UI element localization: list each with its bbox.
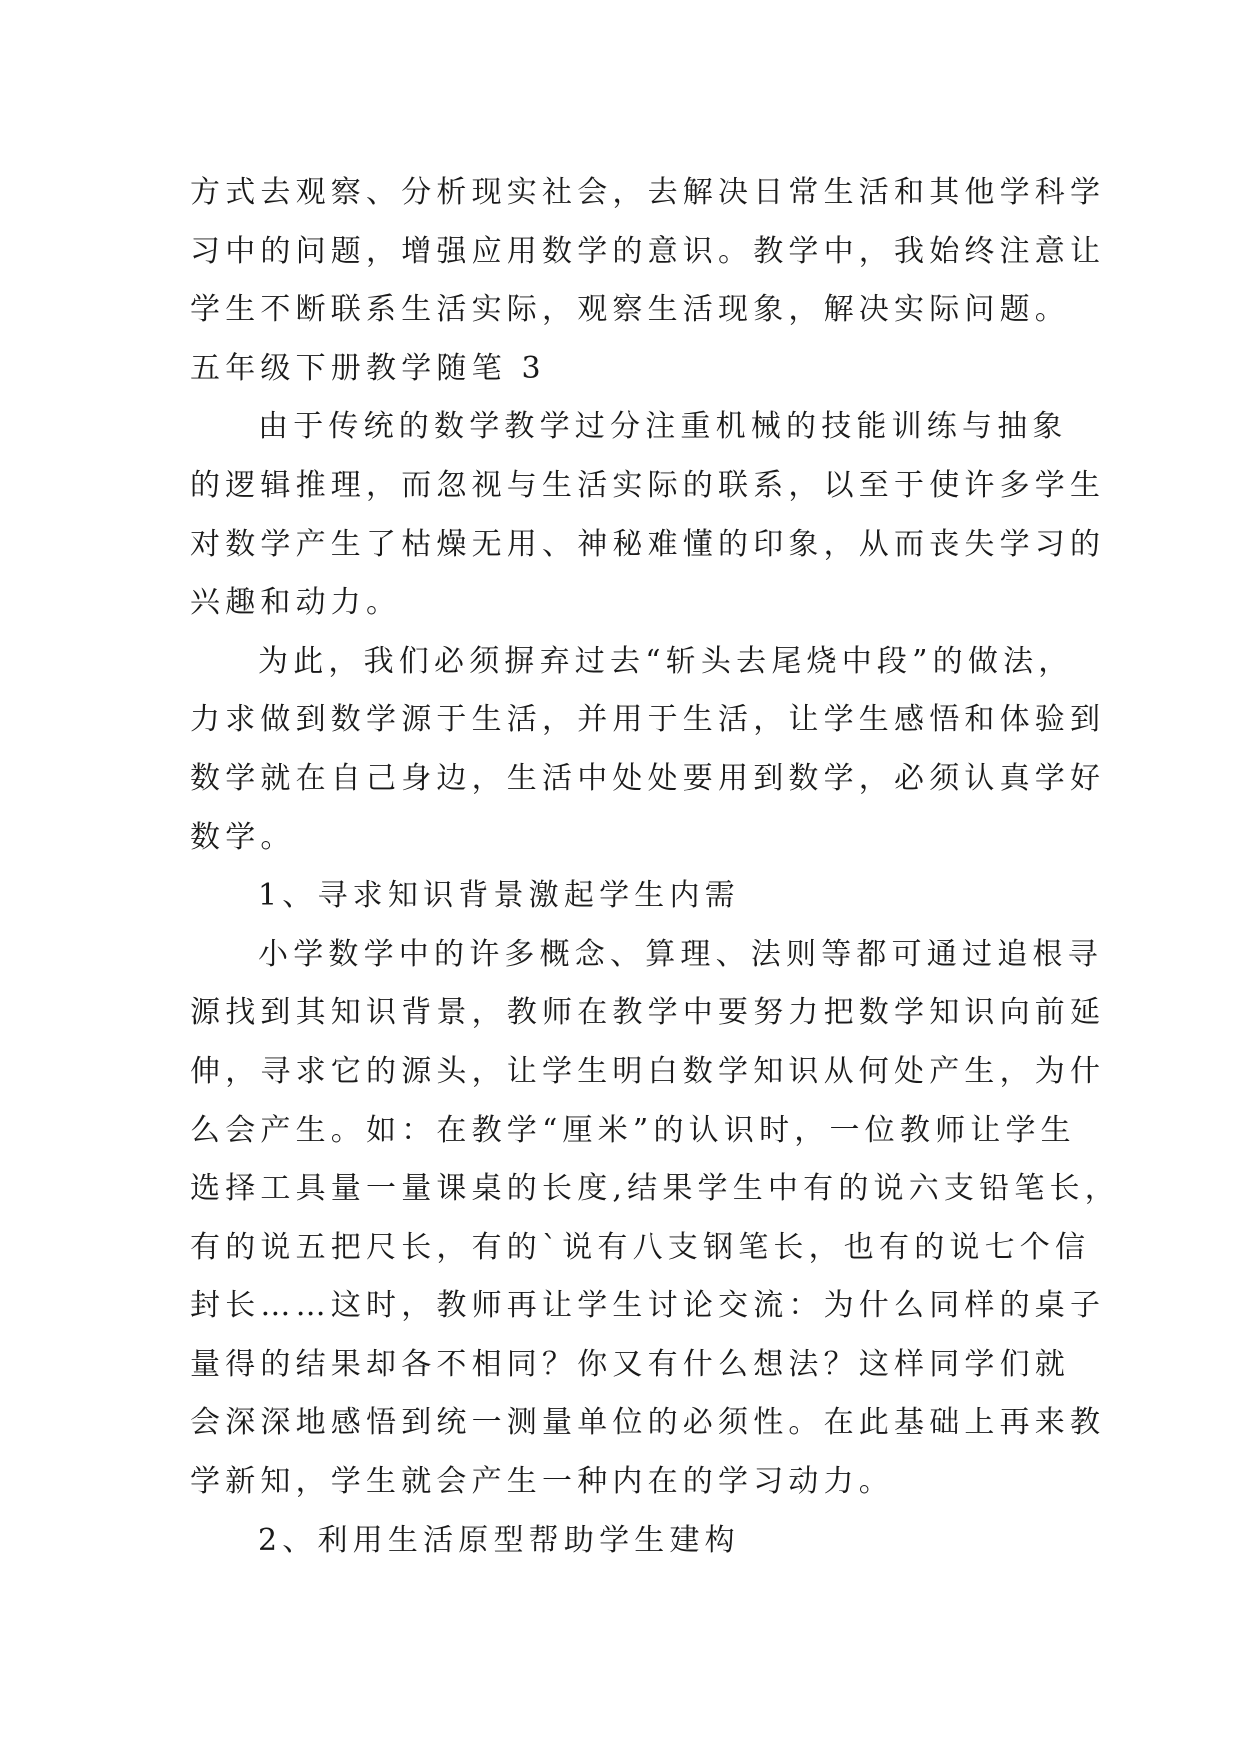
text-line: 会深深地感悟到统一测量单位的必须性。在此基础上再来教 — [190, 1405, 1106, 1441]
text-line: 学生不断联系生活实际，观察生活现象，解决实际问题。 — [190, 292, 1070, 328]
section-title: 五年级下册教学随笔 3 — [190, 350, 546, 386]
text-line: 量得的结果却各不相同？你又有什么想法？这样同学们就 — [190, 1346, 1070, 1382]
subheading-1: 1、寻求知识背景激起学生内需 — [258, 878, 740, 914]
text-line: 兴趣和动力。 — [190, 585, 402, 621]
text-line: 方式去观察、分析现实社会，去解决日常生活和其他学科学 — [190, 175, 1106, 210]
text-line: 力求做到数学源于生活，并用于生活，让学生感悟和体验到 — [190, 702, 1106, 738]
paragraph-start-line: 小学数学中的许多概念、算理、法则等都可通过追根寻 — [258, 936, 1103, 972]
text-line: 封长……这时，教师再让学生讨论交流：为什么同样的桌子 — [190, 1288, 1106, 1324]
paragraph-start-line: 由于传统的数学教学过分注重机械的技能训练与抽象 — [258, 409, 1068, 445]
text-line: 数学就在自己身边，生活中处处要用到数学，必须认真学好 — [190, 760, 1106, 796]
text-line: 数学。 — [190, 819, 296, 855]
text-line: 源找到其知识背景，教师在教学中要努力把数学知识向前延 — [190, 995, 1106, 1031]
text-line: 选择工具量一量课桌的长度,结果学生中有的说六支铅笔长， — [190, 1171, 1120, 1207]
text-line: 伸，寻求它的源头，让学生明白数学知识从何处产生，为什 — [190, 1053, 1106, 1089]
text-line: 对数学产生了枯燥无用、神秘难懂的印象，从而丧失学习的 — [190, 526, 1106, 562]
text-line: 么会产生。如：在教学“厘米”的认识时，一位教师让学生 — [190, 1112, 1076, 1148]
text-line: 习中的问题，增强应用数学的意识。教学中，我始终注意让 — [190, 233, 1106, 269]
subheading-2: 2、利用生活原型帮助学生建构 — [258, 1522, 740, 1558]
text-line: 的逻辑推理，而忽视与生活实际的联系，以至于使许多学生 — [190, 467, 1106, 503]
paragraph-start-line: 为此，我们必须摒弃过去“斩头去尾烧中段”的做法， — [258, 643, 1074, 679]
text-line: 学新知，学生就会产生一种内在的学习动力。 — [190, 1464, 894, 1500]
text-line: 有的说五把尺长，有的`说有八支钢笔长，也有的说七个信 — [190, 1229, 1091, 1265]
document-body — [190, 164, 1120, 1570]
